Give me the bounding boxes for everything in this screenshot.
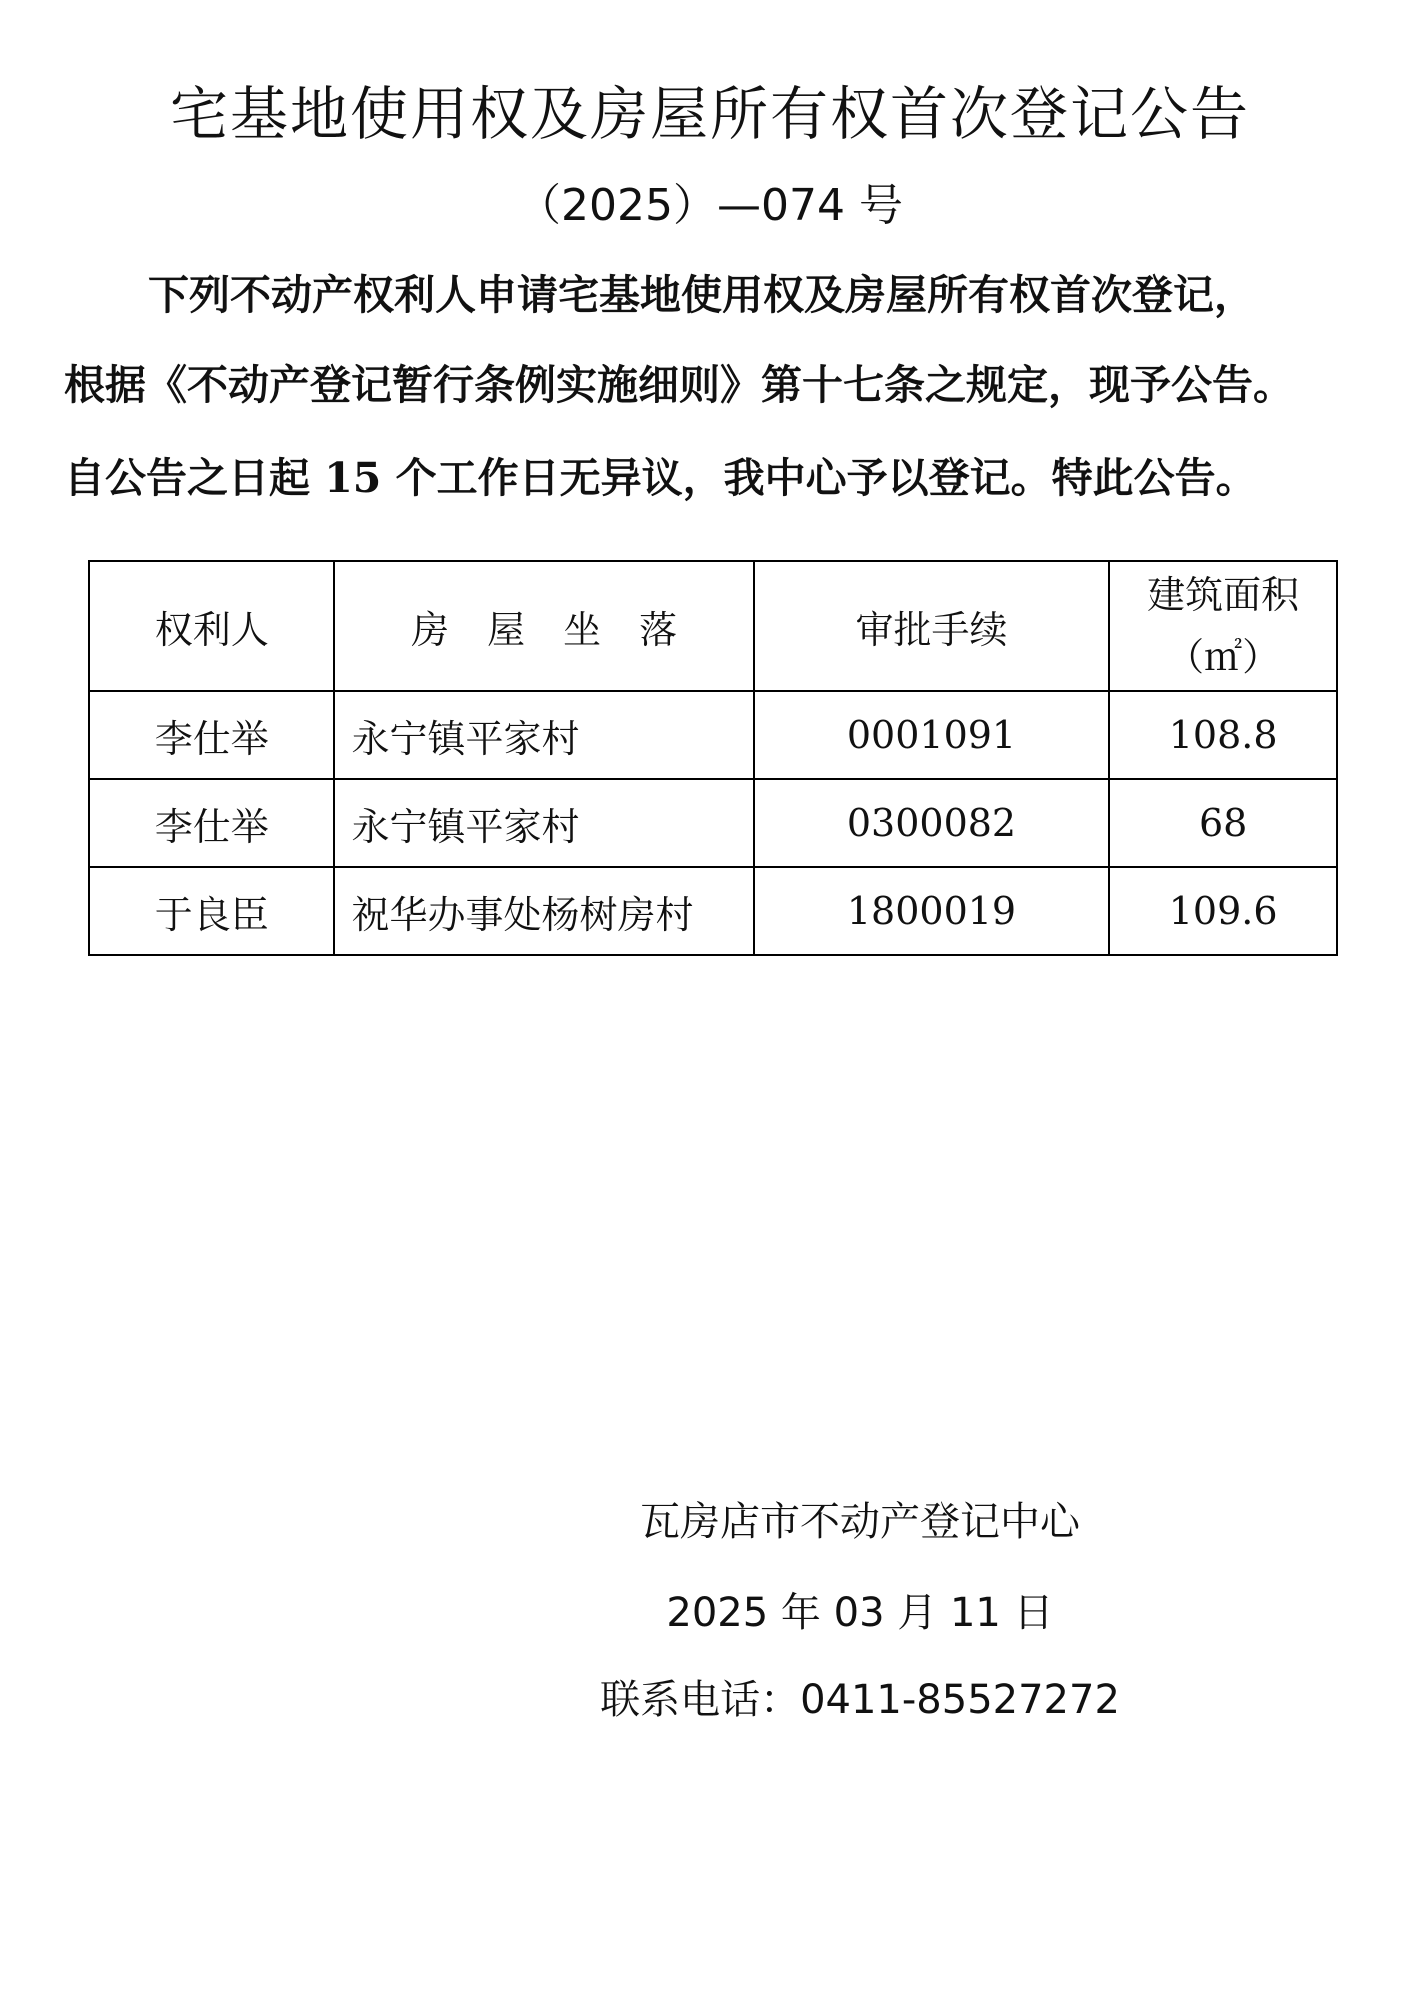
body-paragraph-3: 自公告之日起 15 个工作日无异议，我中心予以登记。特此公告。: [64, 454, 1257, 502]
header-owner: 权利人: [89, 561, 334, 691]
notice-title: 宅基地使用权及房屋所有权首次登记公告: [169, 80, 1250, 148]
cell-approval: 0001091: [754, 691, 1110, 779]
issue-date: 2025 年 03 月 11 日: [666, 1590, 1054, 1636]
cell-area: 109.6: [1109, 867, 1337, 955]
header-location: [334, 561, 753, 691]
table-header-row: [89, 561, 1337, 691]
document-number: （2025）—074 号: [517, 180, 903, 231]
cell-approval: 1800019: [754, 867, 1110, 955]
cell-owner: 于良臣: [89, 867, 334, 955]
header-area-unit: （㎡）: [1166, 635, 1281, 679]
cell-area: 108.8: [1109, 691, 1337, 779]
contact-phone: 联系电话：0411-85527272: [600, 1677, 1120, 1723]
cell-area: 68: [1109, 779, 1337, 867]
table-row: [89, 691, 1337, 779]
header-area: [1109, 561, 1337, 691]
cell-location: 永宁镇平家村: [334, 691, 753, 779]
body-paragraph-1: 下列不动产权利人申请宅基地使用权及房屋所有权首次登记，: [148, 271, 1255, 319]
cell-approval: 0300082: [754, 779, 1110, 867]
issuing-organization: 瓦房店市不动产登记中心: [640, 1499, 1080, 1545]
cell-owner: 李仕举: [89, 691, 334, 779]
header-approval: 审批手续: [754, 561, 1110, 691]
table-row: [89, 779, 1337, 867]
body-paragraph-2: 根据《不动产登记暂行条例实施细则》第十七条之规定，现予公告。: [64, 361, 1294, 409]
header-area-label: 建筑面积: [1147, 573, 1300, 617]
cell-owner: 李仕举: [89, 779, 334, 867]
registration-table: [88, 560, 1338, 956]
cell-location: 祝华办事处杨树房村: [334, 867, 753, 955]
cell-location: 永宁镇平家村: [334, 779, 753, 867]
header-location-label: 房屋坐落: [411, 607, 716, 652]
table-row: [89, 867, 1337, 955]
